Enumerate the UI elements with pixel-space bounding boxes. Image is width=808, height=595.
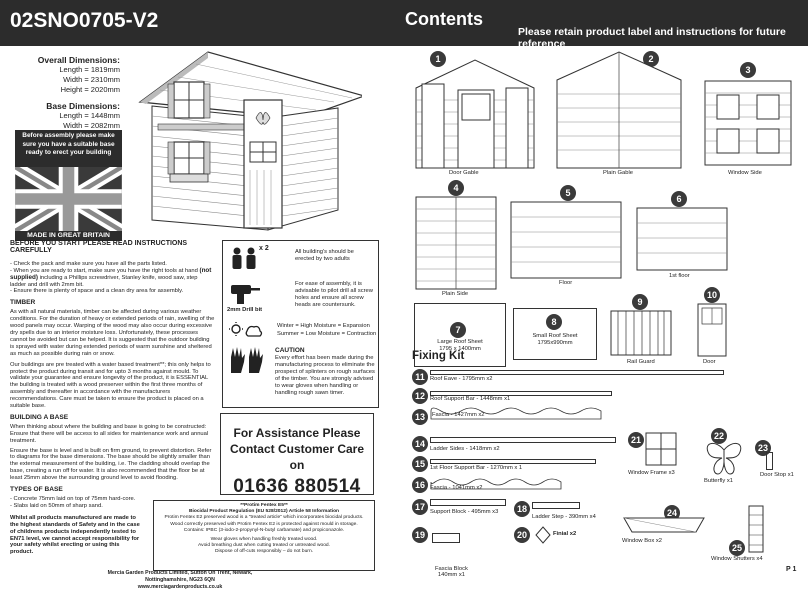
fixing-label-19-name: Fascia Block xyxy=(435,566,468,572)
base-length: Length = 1448mm xyxy=(59,111,120,120)
protim-line-5: Avoid breathing dust when cutting treated or untreated wood. xyxy=(197,543,331,549)
caution-title: CAUTION xyxy=(275,347,305,354)
instructions-p2a: - When you are ready to start, make sure you have the right tools at hand xyxy=(10,267,198,274)
union-flag-icon xyxy=(15,167,122,231)
footer xyxy=(90,570,270,591)
part-label-1: Door Gable xyxy=(449,170,479,176)
moisture-line-2: Summer = Low Moisture = Contraction xyxy=(277,331,377,337)
fixing-label-11: Roof Eave - 1795mm x2 xyxy=(430,376,493,382)
first-floor-drawing xyxy=(636,207,728,271)
drill-icon xyxy=(229,283,261,305)
timber-paragraph-1: As with all natural materials, timber can be affected during various weather conditions. For the duration of heavy or extended periods of rain, swelling of the wood panels may occur. Warping of the wood may also occur during excessive dry spells due to an interior moisture loss. Unfortunately, these processes cannot be avoided but can be helped. It is suggested that the outdoor building is sprayed with water during extended periods of warm sunshine and sheltered as much as possible during rain or snow. xyxy=(10,309,215,357)
footer-company: Mercia Garden Products Limited, Sutton On Trent, Newark, Nottinghamshire, NG23 6QN xyxy=(107,570,253,583)
window-box-drawing xyxy=(622,514,706,534)
overall-width: Width = 2310mm xyxy=(63,75,120,84)
fixing-label-15: 1st Floor Support Bar - 1270mm x 1 xyxy=(430,465,523,471)
fixing-number-18: 18 xyxy=(514,501,530,517)
support-block-drawing xyxy=(430,499,506,506)
model-code: 02SNO0705-V2 xyxy=(10,9,159,32)
fixing-label-20: Finial x2 xyxy=(553,531,577,537)
door-stop-drawing xyxy=(766,452,773,470)
fixing-number-19: 19 xyxy=(412,527,428,543)
part-number-5: 5 xyxy=(560,185,576,201)
fixing-label-13: Fascia - 1427mm x2 xyxy=(432,412,485,418)
protim-regulation: Biocidal Product Regulation (EU 528/2012) Article 58 Information xyxy=(188,509,340,515)
part-number-2: 2 xyxy=(643,51,659,67)
fixing-label-24: Window Box x2 xyxy=(622,538,662,544)
overall-height: Height = 2020mm xyxy=(60,85,120,94)
instructions-p2b: (not supplied) xyxy=(10,266,212,281)
fixing-number-22: 22 xyxy=(711,428,727,444)
fixing-label-23: Door Stop x1 xyxy=(760,472,794,478)
fixing-number-13: 13 xyxy=(412,409,428,425)
drill-warning: For ease of assembly, it is advisable to pilot drill all screw holes and ensure all screw heads are countersunk. xyxy=(295,281,373,308)
fixing-number-14: 14 xyxy=(412,436,428,452)
fixing-number-12: 12 xyxy=(412,388,428,404)
door-drawing xyxy=(697,303,727,357)
types-title: TYPES OF BASE xyxy=(10,486,63,494)
fascia-block-drawing xyxy=(432,533,460,543)
protim-panel xyxy=(153,500,375,571)
people-warning: All building's should be erected by two adults xyxy=(295,249,354,262)
fixing-number-15: 15 xyxy=(412,456,428,472)
fixing-kit-title: Fixing Kit xyxy=(412,350,465,362)
part-number-3: 3 xyxy=(740,62,756,78)
customer-care-phone[interactable]: 01636 880514 xyxy=(233,476,361,497)
fixing-number-25: 25 xyxy=(729,540,745,556)
part-label-3: Window Side xyxy=(728,170,762,176)
instructions-p2c: including a Phillips screwdriver, Stanley knife, wood saw, step ladder and drill with 2mm bit. xyxy=(10,274,198,288)
assistance-panel xyxy=(220,413,374,495)
fixing-label-21: Window Frame x3 xyxy=(628,470,675,476)
instructions-title: BEFORE YOU START PLEASE READ INSTRUCTIONS CAREFULLY xyxy=(10,240,188,254)
playhouse-illustration xyxy=(130,50,362,232)
overall-dimensions-title: Overall Dimensions: xyxy=(37,55,120,65)
part-label-8: Small Roof Sheet xyxy=(532,333,578,339)
assistance-line-1: For Assistance Please xyxy=(233,426,361,440)
drill-bit-label: 2mm Drill bit xyxy=(227,307,263,313)
part-label-4: Plain Side xyxy=(442,291,469,297)
instructions-p1: - Check the pack and make sure you have all the parts listed. xyxy=(10,260,167,267)
timber-title: TIMBER xyxy=(10,299,36,307)
part-number-4: 4 xyxy=(448,180,464,196)
finial-icon xyxy=(535,526,551,544)
window-frame-drawing xyxy=(645,432,677,466)
base-paragraph-2: Ensure the base is level and is built on firm ground, to prevent distortion. Refer to diagrams for the base dimensions. The base should be slightly smaller than the external measurement of the building, i.e. The cladding should overlap the base, creating a run off for water. It is also recommended that the floor be at least 25mm above the surrounding ground level to avoid flooding. xyxy=(10,447,212,482)
base-width: Width = 2082mm xyxy=(63,121,120,130)
rail-guard-drawing xyxy=(610,310,672,356)
fixing-label-12: Roof Support Bar - 1448mm x1 xyxy=(430,396,511,402)
window-side-drawing xyxy=(703,79,793,167)
fixing-label-16: Fascia - 1041mm x2 xyxy=(430,485,483,491)
window-shutter-drawing xyxy=(748,505,764,553)
part-number-8: 8 xyxy=(546,314,562,330)
fixing-number-17: 17 xyxy=(412,499,428,515)
fixing-label-17: Support Block - 495mm x3 xyxy=(430,509,499,515)
weather-icon xyxy=(229,321,263,341)
fixing-label-19-size: 140mm x1 xyxy=(437,572,465,578)
part-label-9: Rail Guard xyxy=(627,359,655,365)
people-icon xyxy=(229,247,259,269)
gloves-icon xyxy=(229,345,265,375)
ladder-step-drawing xyxy=(532,502,580,509)
people-count: x 2 xyxy=(259,245,269,252)
page-number: P 1 xyxy=(786,566,797,573)
fixing-number-20: 20 xyxy=(514,527,530,543)
fixing-label-25: Window Shutters x4 xyxy=(711,556,763,562)
part-number-6: 6 xyxy=(671,191,687,207)
timber-paragraph-2: Our buildings are pre treated with a water based treatment**; this only helps to protect the product during transit and for upto 3 months against mould. To validate your guarantee and ensure longevity of the product, it is ESSENTIAL the building is treated with a wood preserver within the first three months of assembly and thereafter in accordance with the manufacturers recommendations. Care must be taken to ensure the product is placed on a suitable base. xyxy=(10,361,211,410)
part-number-7: 7 xyxy=(450,322,466,338)
part-label-10: Door xyxy=(703,359,716,365)
plain-side-drawing xyxy=(415,196,497,290)
dimensions-block xyxy=(22,55,120,131)
caution-text: Every effort has been made during the manufacturing process to eliminate the prospect of splinters on rough surfaces of the timber. You are strongly advised to wear gloves when handling or handling rough sawn timer. xyxy=(275,355,375,396)
part-label-5: Floor xyxy=(559,280,573,286)
protim-title: **Protim Fentex E5** xyxy=(240,503,288,508)
part-size-8: 1795x990mm xyxy=(537,340,573,346)
fixing-number-21: 21 xyxy=(628,432,644,448)
made-in-britain-caption: MADE IN GREAT BRITAIN xyxy=(15,231,122,241)
fixing-label-14: Ladder Sides - 1418mm x2 xyxy=(430,446,500,452)
door-gable-drawing xyxy=(412,58,538,170)
protim-line-4: Wear gloves when handling freshly treated wood. xyxy=(210,537,318,543)
warnings-panel xyxy=(222,240,379,408)
protim-line-2: Wood correctly preserved with Protim Fentex E2 is protected against mould in storage. xyxy=(170,521,358,527)
contents-heading: Contents xyxy=(405,9,483,29)
part-size-7: 1795 x 1400mm xyxy=(439,346,481,352)
part-label-6: 1st floor xyxy=(669,273,690,279)
plain-gable-drawing xyxy=(553,50,685,170)
part-label-2: Plain Gable xyxy=(603,170,633,176)
moisture-line-1: Winter = High Moisture = Expansion xyxy=(277,323,370,329)
fixing-label-18: Ladder Step - 390mm x4 xyxy=(532,514,596,520)
floor-drawing xyxy=(510,201,622,279)
roof-eave-drawing xyxy=(430,370,724,375)
safety-note: Whilst all products manufactured are made to the highest standards of Safety and in the case of childrens products independently tested to EN71 level, we cannot accept responsibility for your safety whilst erecting or using this product. xyxy=(10,514,140,556)
protim-line-3: Contains: IPBC (3-iodo-2-propynyl-N-butyl carbamate) and propiconazole. xyxy=(183,527,345,533)
ladder-sides-drawing xyxy=(430,437,616,443)
types-line-2: - Slabs laid on 50mm of sharp sand. xyxy=(10,502,103,509)
first-floor-support-bar-drawing xyxy=(430,459,596,464)
protim-line-6: Dispose of off-cuts responsibly – do not burn. xyxy=(214,549,314,555)
footer-website[interactable]: www.merciagardenproducts.co.uk xyxy=(137,584,223,590)
overall-length: Length = 1819mm xyxy=(59,65,120,74)
part-number-10: 10 xyxy=(704,287,720,303)
prep-notice: Before assembly please make sure you have a suitable base ready to erect your building xyxy=(15,130,122,167)
protim-line-1: Protim Fentex E2 preserved wood is a "treated article" which incorporates biocidal products. xyxy=(164,515,364,521)
fixing-number-24: 24 xyxy=(664,505,680,521)
base-title: BUILDING A BASE xyxy=(10,413,69,421)
instructions-p3: - Ensure there is plenty of space and a clean dry area for assembly. xyxy=(10,288,184,295)
fixing-label-22: Butterfly x1 xyxy=(704,478,733,484)
fixing-number-16: 16 xyxy=(412,477,428,493)
base-dimensions-title: Base Dimensions: xyxy=(46,101,120,111)
assistance-line-2: Contact Customer Care on xyxy=(229,442,365,472)
part-label-7: Large Roof Sheet xyxy=(437,339,483,345)
types-line-1: - Concrete 75mm laid on top of 75mm hard-core. xyxy=(10,496,136,502)
retain-notice: Please retain product label and instructions for future reference xyxy=(518,26,786,50)
base-paragraph-1: When thinking about where the building and base is going to be constructed: Ensure that there will be access to all sides for maintenance work and annual treatment. xyxy=(10,423,209,444)
part-number-1: 1 xyxy=(430,51,446,67)
fixing-number-23: 23 xyxy=(755,440,771,456)
butterfly-icon xyxy=(704,442,744,476)
fixing-label-19 xyxy=(435,566,468,578)
part-number-9: 9 xyxy=(632,294,648,310)
fixing-number-11: 11 xyxy=(412,369,428,385)
